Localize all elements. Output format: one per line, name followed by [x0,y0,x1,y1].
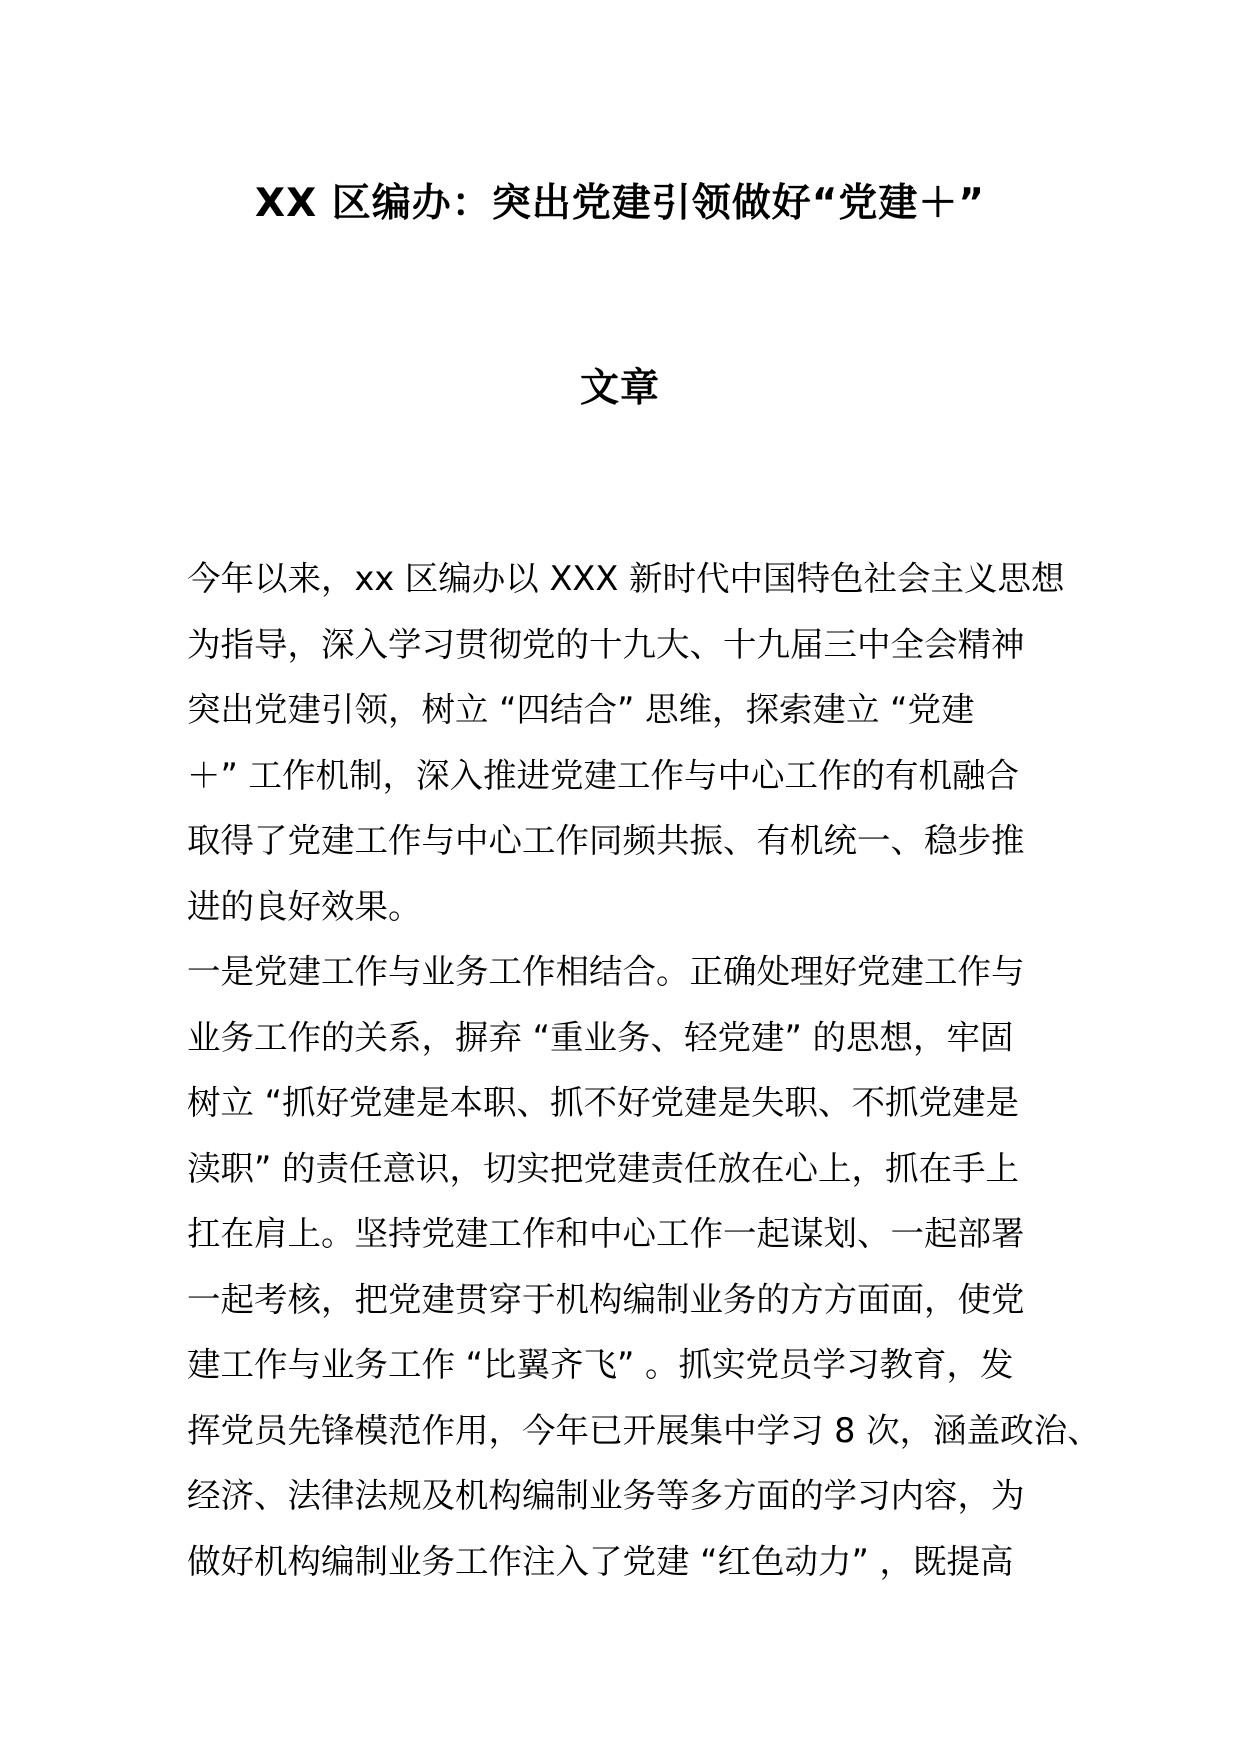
body-line: 一是党建工作与业务工作相结合。正确处理好党建工作与 [187,952,1025,991]
body-line: 挥党员先锋模范作用，今年已开展集中学习 8 次，涵盖政治、 [187,1410,1101,1450]
body-line: 突出党建引领，树立 “四结合” 思维，探索建立 “党建 [187,690,975,729]
body-line: 为指导，深入学习贯彻党的十九大、十九届三中全会精神 [187,624,1025,664]
body-line: 树立 “抓好党建是本职、抓不好党建是失职、不抓党建是 [187,1083,1020,1122]
body-line: ＋” 工作机制，深入推进党建工作与中心工作的有机融合 [187,755,1020,795]
body-line: 今年以来，xx 区编办以 XXX 新时代中国特色社会主义思想 [187,559,1065,598]
body-line: 经济、法律法规及机构编制业务等多方面的学习内容，为 [187,1476,1025,1515]
document-title-line-2: 文章 [579,366,660,411]
document-title-line-1: XX 区编办：突出党建引领做好“党建＋” [255,181,985,226]
body-line: 取得了党建工作与中心工作同频共振、有机统一、稳步推 [187,821,1025,860]
body-line: 渎职” 的责任意识，切实把党建责任放在心上，抓在手上 [187,1148,1020,1188]
body-line: 扛在肩上。坚持党建工作和中心工作一起谋划、一起部署 [187,1214,1025,1253]
body-line: 业务工作的关系，摒弃 “重业务、轻党建” 的思想，牢固 [187,1017,1014,1057]
body-line: 进的良好效果。 [187,886,422,926]
document-body [187,546,1101,1594]
body-line: 做好机构编制业务工作注入了党建 “红色动力” ，既提高 [187,1541,1014,1581]
body-line: 一起考核，把党建贯穿于机构编制业务的方方面面，使党 [187,1279,1025,1319]
body-line: 建工作与业务工作 “比翼齐飞” 。抓实党员学习教育，发 [187,1345,1014,1384]
